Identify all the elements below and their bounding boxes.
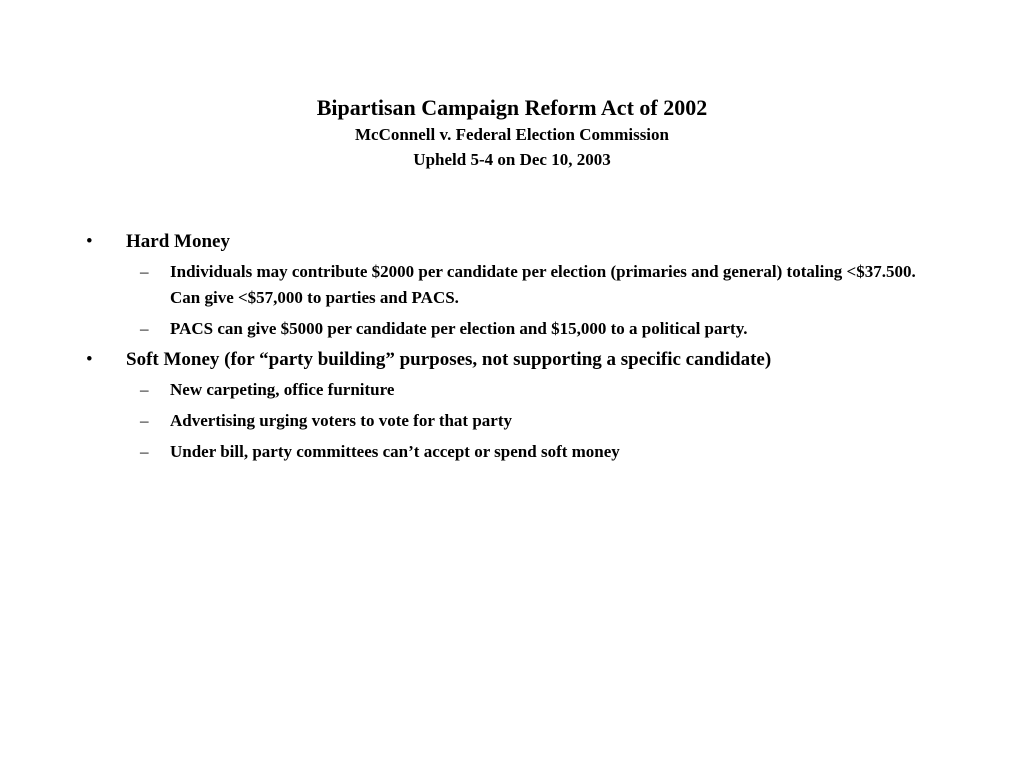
- bullet-soft-money: [86, 347, 946, 373]
- subbullet-text: PACS can give $5000 per candidate per election and $15,000 to a political party.: [170, 319, 748, 338]
- dash-icon: –: [140, 442, 149, 461]
- subbullet-soft-money-ban: [86, 439, 946, 465]
- subbullet-individual-limits: [86, 259, 946, 311]
- bullet-hard-money: [86, 229, 946, 255]
- bullet-icon: •: [86, 231, 93, 252]
- subbullet-advertising: [86, 408, 946, 434]
- subbullet-carpeting: [86, 377, 946, 403]
- bullet-icon: •: [86, 349, 93, 370]
- subbullet-text: Individuals may contribute $2000 per candidate per election (primaries and general) totaling <$37.500. Can give <$57,000 to parties and PACS.: [170, 262, 916, 307]
- bullet-text: Hard Money: [126, 231, 230, 252]
- dash-icon: –: [140, 411, 149, 430]
- subbullet-pac-limits: [86, 316, 946, 342]
- slide-title: Bipartisan Campaign Reform Act of 2002: [316, 95, 708, 120]
- dash-icon: –: [140, 380, 149, 399]
- subbullet-text: Under bill, party committees can’t accept or spend soft money: [170, 442, 620, 461]
- dash-icon: –: [140, 262, 149, 281]
- slide-subtitle-ruling: Upheld 5-4 on Dec 10, 2003: [413, 150, 611, 169]
- bullet-text: Soft Money (for “party building” purposes, not supporting a specific candidate): [126, 349, 772, 370]
- subbullet-text: New carpeting, office furniture: [170, 380, 395, 399]
- dash-icon: –: [140, 319, 149, 338]
- subbullet-text: Advertising urging voters to vote for that party: [170, 411, 513, 430]
- bullet-list: [86, 229, 946, 470]
- slide-subtitle-case: McConnell v. Federal Election Commission: [354, 125, 669, 144]
- slide-title-block: [0, 94, 1024, 172]
